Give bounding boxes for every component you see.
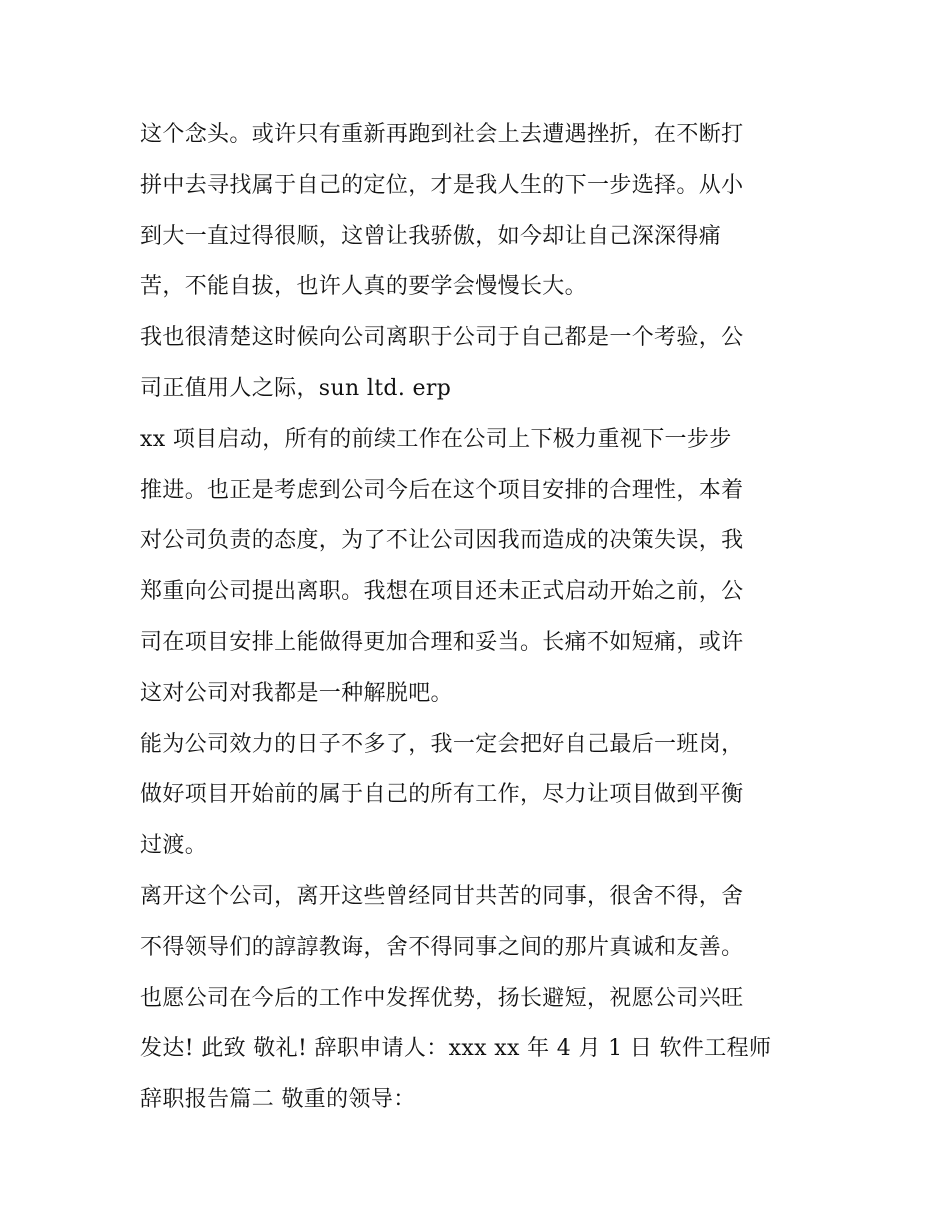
text-line: 拼中去寻找属于自己的定位，才是我人生的下一步选择。从小 bbox=[140, 172, 744, 198]
text-line: 离开这个公司，离开这些曾经同甘共苦的同事，很舍不得，舍 bbox=[140, 883, 744, 909]
text-line: 到大一直过得很顺，这曾让我骄傲，如今却让自己深深得痛 bbox=[140, 223, 722, 249]
text-line: 辞职报告篇二 敬重的领导： bbox=[140, 1087, 416, 1113]
text-line: 这个念头。或许只有重新再跑到社会上去遭遇挫折，在不断打 bbox=[140, 122, 744, 147]
text-line: 能为公司效力的日子不多了，我一定会把好自己最后一班岗， bbox=[140, 731, 744, 757]
text-line: 推进。也正是考虑到公司今后在这个项目安排的合理性，本着 bbox=[140, 477, 744, 503]
text-line: 对公司负责的态度，为了不让公司因我而造成的决策失误，我 bbox=[140, 528, 744, 554]
document-body bbox=[140, 110, 820, 1126]
text-line: 苦，不能自拔，也许人真的要学会慢慢长大。 bbox=[140, 274, 588, 300]
text-line: 做好项目开始前的属于自己的所有工作，尽力让项目做到平衡 bbox=[140, 782, 744, 808]
text-line: 郑重向公司提出离职。我想在项目还未正式启动开始之前，公 bbox=[140, 579, 744, 605]
text-line: 司在项目安排上能做得更加合理和妥当。长痛不如短痛，或许 bbox=[140, 629, 744, 655]
text-line: 司正值用人之际，sun ltd. erp bbox=[140, 375, 452, 401]
text-line: xx 项目启动，所有的前续工作在公司上下极力重视下一步步 bbox=[140, 426, 732, 452]
text-line: 这对公司对我都是一种解脱吧。 bbox=[140, 680, 453, 706]
text-line: 发达! 此致 敬礼! 辞职申请人：xxx xx 年 4 月 1 日 软件工程师 bbox=[140, 1036, 772, 1062]
text-line: 不得领导们的諄諄教诲，舍不得同事之间的那片真诚和友善。 bbox=[140, 934, 744, 960]
text-line: 也愿公司在今后的工作中发挥优势，扬长避短，祝愿公司兴旺 bbox=[140, 985, 744, 1011]
text-line: 过渡。 bbox=[140, 833, 208, 859]
text-line: 我也很清楚这时候向公司离职于公司于自己都是一个考验，公 bbox=[140, 325, 744, 351]
